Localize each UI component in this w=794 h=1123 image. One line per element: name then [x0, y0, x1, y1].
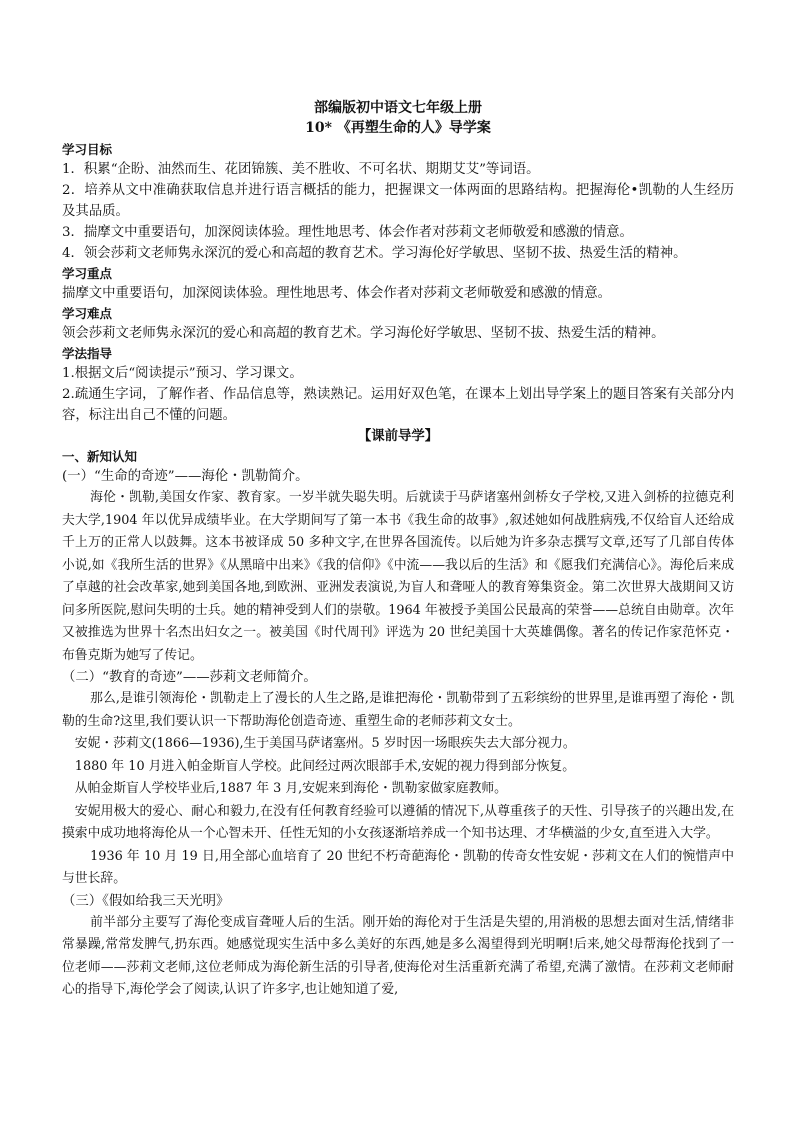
difficulties-heading: 学习难点 — [62, 306, 113, 321]
part3-title: （三）《假如给我三天光明》 — [62, 893, 230, 909]
method-item: 2.疏通生字词，了解作者、作品信息等，熟读熟记。运用好双色笔，在课本上划出导学案上的题目答案有关部分内容，标注出自己不懂的问题。 — [62, 387, 734, 423]
goal-item: 3．揣摩文中重要语句，加深阅读体验。理性地思考、体会作者对莎莉文老师敬爱和感激的情意。 — [62, 225, 633, 240]
pre-class-heading: 【课前导学】 — [357, 428, 439, 444]
key-points-text: 揣摩文中重要语句，加深阅读体验。理性地思考、体会作者对莎莉文老师敬爱和感激的情意。 — [62, 286, 612, 301]
document-page — [62, 96, 734, 1002]
part2-title: （二）“教育的奇迹”——莎莉文老师简介。 — [62, 670, 317, 685]
part2-paragraph: 1936 年 10 月 19 日,用全部心血培育了 20 世纪不朽奇葩海伦・凯勒的传奇女性安妮・莎莉文在人们的惋惜声中与世长辞。 — [62, 848, 734, 886]
goal-item: 2．培养从文中准确获取信息并进行语言概括的能力，把握课文一体两面的思路结构。把握海伦•凯勒的人生经历及其品质。 — [62, 183, 734, 219]
difficulties-text: 领会莎莉文老师隽永深沉的爱心和高超的教育艺术。学习海伦好学敏思、坚韧不拔、热爱生活的精神。 — [62, 326, 665, 341]
goal-item: 1．积累“企盼、油然而生、花团锦簇、美不胜收、不可名状、期期艾艾”等词语。 — [62, 162, 540, 177]
part2-paragraph: 从帕金斯盲人学校毕业后,1887 年 3 月,安妮来到海伦・凯勒家做家庭教师。 — [74, 781, 507, 796]
part2-paragraph: 那么,是谁引领海伦・凯勒走上了漫长的人生之路,是谁把海伦・凯勒带到了五彩缤纷的世界里,是谁再塑了海伦・凯勒的生命?这里,我们要认识一下帮助海伦创造奇迹、重塑生命的老师莎莉文女士。 — [62, 691, 734, 729]
goal-item: 4．领会莎莉文老师隽永深沉的爱心和高超的教育艺术。学习海伦好学敏思、坚韧不拔、热爱生活的精神。 — [62, 246, 687, 261]
method-heading: 学法指导 — [62, 346, 113, 361]
section-heading: 一、新知认知 — [62, 449, 138, 464]
part2-paragraph: 安妮用极大的爱心、耐心和毅力,在没有任何教育经验可以遵循的情况下,从尊重孩子的天性、引导孩子的兴趣出发,在摸索中成功地将海伦从一个心智未开、任性无知的小女孩逐渐培养成一个知书达理、才华横溢的少女,直至进入大学。 — [62, 803, 734, 841]
key-points-heading: 学习重点 — [62, 266, 113, 281]
goals-heading: 学习目标 — [62, 142, 113, 157]
lesson-title: 10* 《再塑生命的人》导学案 — [305, 120, 491, 136]
part2-paragraph: 1880 年 10 月进入帕金斯盲人学校。此间经过两次眼部手术,安妮的视力得到部分恢复。 — [74, 758, 576, 774]
part2-paragraph: 安妮・莎莉文(1866—1936),生于美国马萨诸塞州。5 岁时因一场眼疾失去大部分视力。 — [74, 736, 576, 751]
part1-text: 海伦・凯勒,美国女作家、教育家。一岁半就失聪失明。后就读于马萨诸塞州剑桥女子学校,又进入剑桥的拉德克利夫大学,1904 年以优异成绩毕业。在大学期间写了第一本书《我生命的故事》,叙述她如何战胜病残,不仅给盲人还给成千上万的正常人以鼓舞。这本书被译成 50 多种文字,在世界各国流传。以后她为许多杂志撰写文章,还写了几部自传体小说,如《我所生活的世界》《从黑暗中出来》《我的信仰》《中流——我以后的生活》和《愿我们充满信心》。海伦后来成了卓越的社会改革家,她到美国各地,到欧洲、亚洲发表演说,为盲人和聋哑人的教育筹集资金。第二次世界大战期间又访问多所医院,慰问失明的士兵。她的精神受到人们的崇敬。1964 年被授予美国公民最高的荣誉——总统自由勋章。次年又被推选为世界十名杰出妇女之一。被美国《时代周刊》评选为 20 世纪美国十大英雄偶像。著名的传记作家范怀克・布鲁克斯为她写了传记。 — [62, 490, 734, 663]
method-item: 1.根据文后“阅读提示”预习、学习课文。 — [62, 366, 303, 381]
part1-title: (一）“生命的奇迹”——海伦・凯勒简介。 — [62, 469, 309, 484]
part3-text: 前半部分主要写了海伦变成盲聋哑人后的生活。刚开始的海伦对于生活是失望的,用消极的思想去面对生活,情绪非常暴躁,常常发脾气,扔东西。她感觉现实生活中多么美好的东西,她是多么渴望得到光明啊!后来,她父母帮海伦找到了一位老师——莎莉文老师,这位老师成为海伦新生活的引导者,使海伦对生活重新充满了希望,充满了激情。在莎莉文老师耐心的指导下,海伦学会了阅读,认识了许多字,也让她知道了爱, — [62, 914, 734, 997]
document-title: 部编版初中语文七年级上册 — [314, 100, 482, 116]
